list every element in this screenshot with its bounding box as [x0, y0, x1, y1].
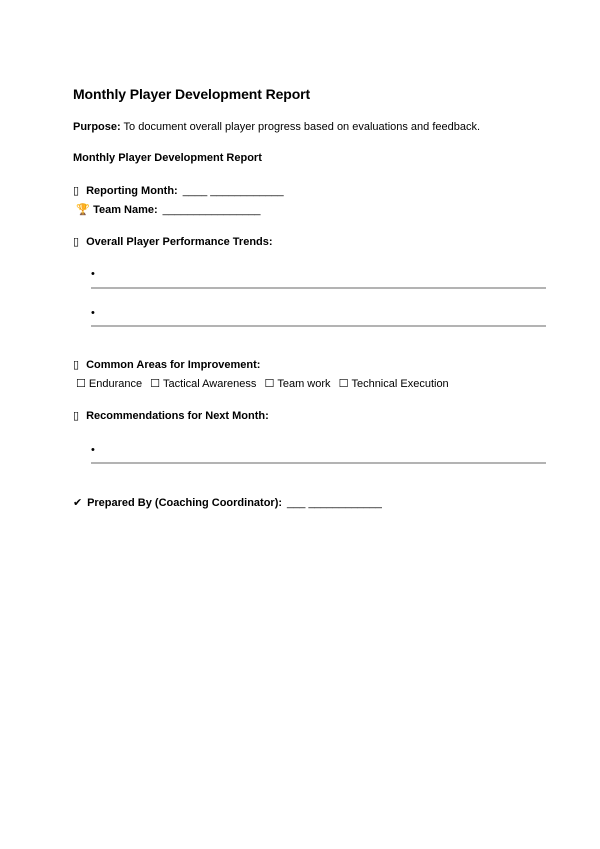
checkbox-icon: ☐ [338, 378, 349, 390]
recommendations-bullet-row[interactable] [91, 444, 546, 468]
prepared-by-blank[interactable]: ___ ____________ [287, 497, 382, 509]
improvement-heading [73, 358, 260, 371]
team-name-blank[interactable]: ________________ [162, 204, 261, 216]
checkbox-endurance[interactable] [76, 378, 142, 390]
target-icon: ▯ [73, 359, 80, 371]
checkbox-icon: ☐ [76, 378, 86, 390]
chart-icon: ▯ [73, 236, 80, 248]
document-subtitle: Monthly Player Development Report [73, 152, 262, 164]
team-name-field [76, 203, 261, 216]
recommendations-label: Recommendations for Next Month: [86, 410, 269, 422]
checkbox-label: Technical Execution [351, 378, 449, 390]
reporting-month-field [73, 184, 284, 197]
reporting-month-label: Reporting Month: [86, 185, 178, 197]
reporting-month-blank[interactable]: ____ ____________ [182, 185, 284, 197]
trends-bullet-row[interactable] [91, 268, 546, 292]
answer-line [91, 462, 546, 464]
prepared-by-field [73, 496, 382, 509]
improvement-checkboxes [76, 377, 454, 390]
trends-bullet-row[interactable] [91, 307, 546, 331]
bullet: • [91, 444, 95, 456]
answer-line [91, 287, 546, 289]
trends-label: Overall Player Performance Trends: [86, 236, 273, 248]
checkbox-team-work[interactable] [264, 378, 330, 390]
calendar-icon: ▯ [73, 185, 80, 197]
checkbox-label: Team work [277, 378, 331, 390]
document-title: Monthly Player Development Report [73, 86, 311, 102]
trophy-icon: 🏆 [76, 204, 90, 216]
improvement-label: Common Areas for Improvement: [86, 359, 261, 371]
purpose-label: Purpose: [73, 121, 121, 133]
checkbox-technical-execution[interactable] [339, 378, 449, 390]
prepared-by-label: Prepared By (Coaching Coordinator): [87, 497, 283, 509]
checkbox-icon: ☐ [264, 378, 275, 390]
checkbox-label: Tactical Awareness [163, 378, 257, 390]
purpose-line [73, 121, 480, 133]
bullet: • [91, 307, 95, 319]
purpose-text: To document overall player progress based on evaluations and feedback. [120, 121, 481, 133]
recommendations-heading [73, 409, 269, 422]
checkbox-label: Endurance [88, 378, 143, 390]
note-icon: ▯ [73, 410, 80, 422]
answer-line [91, 325, 546, 327]
checkbox-tactical-awareness[interactable] [150, 378, 256, 390]
bullet: • [91, 268, 95, 280]
team-name-label: Team Name: [93, 204, 158, 216]
checkbox-icon: ☐ [150, 378, 161, 390]
checkmark-icon: ✔ [73, 497, 83, 509]
trends-heading [73, 235, 273, 248]
